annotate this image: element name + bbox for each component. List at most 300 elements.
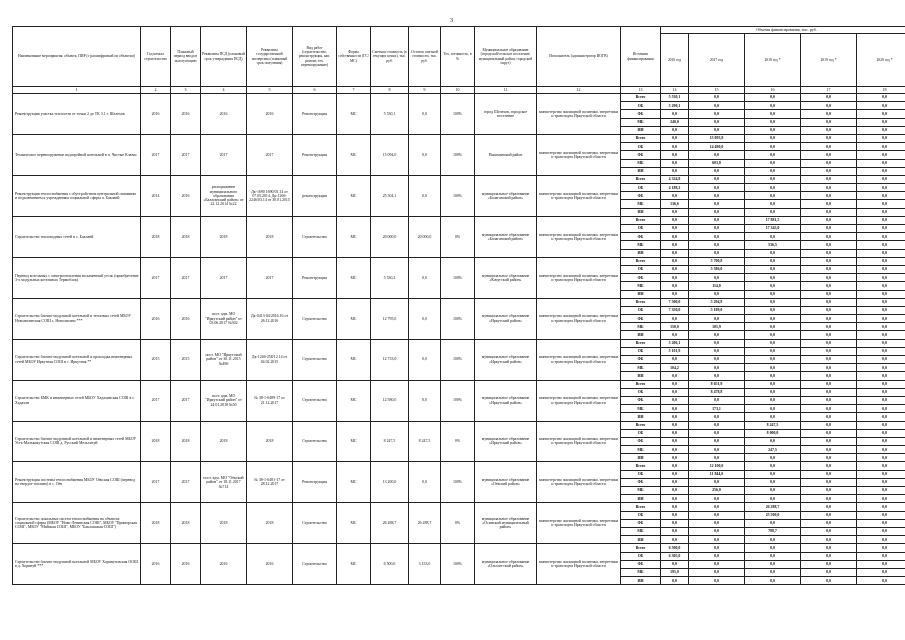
funding-amount: 0,0 — [857, 396, 905, 404]
funding-amount: 0,0 — [857, 290, 905, 298]
executor: министерство жилищной политики, энергетики и транспорта Иркутской области — [537, 94, 621, 135]
executor: министерство жилищной политики, энергетики и транспорта Иркутской области — [537, 503, 621, 544]
funding-amount: 0,0 — [661, 429, 689, 437]
funding-amount: 0,0 — [801, 225, 857, 233]
funding-amount: 0,0 — [661, 241, 689, 249]
funding-amount: 0,0 — [661, 462, 689, 470]
funding-amount: 5 700,8 — [689, 257, 745, 265]
expertise-details: Дк-1690 1690/01.14 от 07.05.2014, Дк-1266-2246/03.14 от 30.01.2015 — [247, 175, 293, 216]
funding-amount: 0,0 — [689, 339, 745, 347]
funding-amount: 0,0 — [801, 437, 857, 445]
funding-amount: 0,0 — [689, 454, 745, 462]
funding-amount: 150,0 — [661, 323, 689, 331]
funding-amount: 0,0 — [689, 274, 745, 282]
funding-source: Всего — [621, 257, 661, 265]
funding-amount: 0,0 — [689, 225, 745, 233]
remaining-cost: 8 247,5 — [409, 421, 441, 462]
funding-amount: 0,0 — [745, 560, 801, 568]
table-row — [13, 298, 905, 306]
work-type: Строительство — [293, 216, 337, 257]
funding-amount: 0,0 — [745, 478, 801, 486]
funding-amount: 0,0 — [801, 323, 857, 331]
funding-source: ФБ — [621, 315, 661, 323]
work-type: реконструкция — [293, 175, 337, 216]
funding-amount: 0,0 — [745, 536, 801, 544]
expertise-details: 2016 — [247, 94, 293, 135]
funding-amount: 0,0 — [689, 372, 745, 380]
header-cell: Плановый период ввода в эксплуатацию — [171, 27, 201, 87]
funding-amount: 0,0 — [689, 167, 745, 175]
funding-amount: 0,0 — [689, 102, 745, 110]
funding-amount: 0,0 — [801, 462, 857, 470]
funding-amount: 5 294,9 — [689, 298, 745, 306]
funding-amount: 17 345,0 — [745, 225, 801, 233]
header-cell: Остаток сметной стоимости, тыс. руб. — [409, 27, 441, 87]
funding-amount: 0,0 — [661, 225, 689, 233]
funding-amount: 0,0 — [661, 282, 689, 290]
tech-readiness: 100% — [441, 544, 475, 585]
funding-amount: 0,0 — [801, 503, 857, 511]
funding-amount: 536,5 — [745, 241, 801, 249]
executor: министерство жилищной политики, энергетики и транспорта Иркутской области — [537, 175, 621, 216]
funding-amount: 0,0 — [661, 527, 689, 535]
funding-source: ОБ — [621, 184, 661, 192]
funding-amount: 0,0 — [857, 134, 905, 142]
funding-amount: 0,0 — [857, 241, 905, 249]
funding-amount: 0,0 — [801, 560, 857, 568]
funding-amount: 26 288,7 — [745, 503, 801, 511]
funding-source: МБ — [621, 446, 661, 454]
funding-amount: 0,0 — [661, 265, 689, 273]
funding-amount: 0,0 — [689, 536, 745, 544]
funding-amount: 0,0 — [689, 527, 745, 535]
funding-amount: 0,0 — [745, 257, 801, 265]
header-cell: Год начала строительства — [141, 27, 171, 87]
funding-source: ИИ — [621, 577, 661, 585]
funding-amount: 136,6 — [661, 200, 689, 208]
table-row — [13, 503, 905, 511]
funding-amount: 0,0 — [745, 167, 801, 175]
funding-amount: 0,0 — [857, 462, 905, 470]
funding-amount: 0,0 — [745, 437, 801, 445]
header-cell: Тех. готовность, в % — [441, 27, 475, 87]
funding-amount: 0,0 — [857, 339, 905, 347]
funding-source: ОБ — [621, 102, 661, 110]
funding-amount: 0,0 — [689, 511, 745, 519]
funding-source: ИИ — [621, 454, 661, 462]
funding-amount: 0,0 — [689, 331, 745, 339]
expertise-details: 2018 — [247, 421, 293, 462]
funding-amount: 0,0 — [857, 126, 905, 134]
funding-source: МБ — [621, 323, 661, 331]
funding-amount: 0,0 — [689, 577, 745, 585]
start-year: 2018 — [141, 216, 171, 257]
object-name: Строительство локальных систем теплоснабжения на объектах социальной сферы (МБОУ "Ново-Ленинская СОШ", МБОУ "Приморская СОШ", МБОУ "Майская СОШ", МБОУ "Баклашская СОШ") — [13, 503, 141, 544]
funding-amount: 0,0 — [745, 94, 801, 102]
ownership-form: МС — [337, 134, 371, 175]
funding-amount: 0,0 — [661, 167, 689, 175]
commission-period: 2017 — [171, 134, 201, 175]
funding-amount: 0,0 — [745, 364, 801, 372]
funding-source: Всего — [621, 462, 661, 470]
funding-amount: 0,0 — [689, 208, 745, 216]
funding-amount: 0,0 — [857, 257, 905, 265]
funding-amount: 0,0 — [661, 437, 689, 445]
funding-source: ИИ — [621, 495, 661, 503]
funding-amount: 0,0 — [689, 495, 745, 503]
funding-amount: 0,0 — [689, 216, 745, 224]
work-type: Реконструкция — [293, 94, 337, 135]
start-year: 2017 — [141, 134, 171, 175]
funding-amount: 7 500,0 — [661, 298, 689, 306]
funding-amount: 0,0 — [689, 437, 745, 445]
psd-details: 2017 — [201, 134, 247, 175]
funding-source: МБ — [621, 200, 661, 208]
funding-source: Всего — [621, 94, 661, 102]
object-name: Строительство блочно-модульной котельной и прокладка инженерных сетей МБОУ Иркутная СОШ в с. Иркутная ** — [13, 339, 141, 380]
funding-source: Всего — [621, 544, 661, 552]
funding-source: ИИ — [621, 536, 661, 544]
funding-source: ОБ — [621, 347, 661, 355]
funding-amount: 0,0 — [857, 208, 905, 216]
funding-amount: 0,0 — [801, 118, 857, 126]
funding-amount: 0,0 — [801, 380, 857, 388]
expertise-details: 2017 — [247, 257, 293, 298]
funding-amount: 4 324,8 — [661, 175, 689, 183]
funding-amount: 240,0 — [661, 118, 689, 126]
estimated-cost: 13 200,0 — [371, 462, 409, 503]
object-name: Строительство блочно-модульной котельной и инженерных сетей МБОУ Усть-Малышкутская СОШ д. Русский Мельхитуй — [13, 421, 141, 462]
funding-amount: 0,0 — [745, 290, 801, 298]
funding-amount: 0,0 — [857, 306, 905, 314]
executor: министерство жилищной политики, энергетики и транспорта Иркутской области — [537, 421, 621, 462]
funding-source: МБ — [621, 568, 661, 576]
funding-amount: 0,0 — [857, 265, 905, 273]
funding-amount: 0,0 — [801, 233, 857, 241]
funding-amount: 0,0 — [689, 315, 745, 323]
funding-amount: 0,0 — [857, 577, 905, 585]
funding-source: ФБ — [621, 151, 661, 159]
column-number: 18 — [857, 87, 905, 94]
funding-amount: 0,0 — [857, 405, 905, 413]
funding-amount: 0,0 — [857, 527, 905, 535]
municipality: муниципальное образование «Ольхон-ский район» — [475, 544, 537, 585]
work-type: Реконструкция — [293, 462, 337, 503]
funding-amount: 0,0 — [857, 380, 905, 388]
funding-amount: 0,0 — [689, 568, 745, 576]
funding-amount: 0,0 — [801, 454, 857, 462]
column-number: 8 — [371, 87, 409, 94]
funding-amount: 0,0 — [661, 290, 689, 298]
municipality: город Шелехов, городское поселение — [475, 94, 537, 135]
funding-amount: 5 290,1 — [661, 102, 689, 110]
funding-amount: 0,0 — [661, 470, 689, 478]
remaining-cost: 3 153,0 — [409, 544, 441, 585]
funding-source: ФБ — [621, 519, 661, 527]
funding-amount: 0,0 — [661, 274, 689, 282]
column-number: 15 — [689, 87, 745, 94]
object-name: Реконструкция теплоснабжения с обустройством центральной скважины и подключением к учреждениям социальной сферы п. Бакланй — [13, 175, 141, 216]
estimated-cost: 12 795,0 — [371, 298, 409, 339]
funding-amount: 0,0 — [689, 290, 745, 298]
funding-amount: 0,0 — [857, 356, 905, 364]
work-type: Строительство — [293, 503, 337, 544]
funding-amount: 0,0 — [857, 249, 905, 257]
executor: министерство жилищной политики, энергетики и транспорта Иркутской области — [537, 216, 621, 257]
funding-amount: 0,0 — [689, 560, 745, 568]
funding-amount: 0,0 — [857, 200, 905, 208]
tech-readiness: 0% — [441, 503, 475, 544]
funding-amount: 0,0 — [745, 396, 801, 404]
header-cell: Сметная стоимость (в текущих ценах), тыс. руб. — [371, 27, 409, 87]
table-row — [13, 134, 905, 142]
funding-amount: 14 490,0 — [689, 143, 745, 151]
funding-amount: 0,0 — [801, 478, 857, 486]
funding-amount: 0,0 — [801, 257, 857, 265]
funding-amount: 0,0 — [801, 544, 857, 552]
tech-readiness: 100% — [441, 380, 475, 421]
remaining-cost: 0,0 — [409, 380, 441, 421]
funding-source: ОБ — [621, 306, 661, 314]
funding-source: МБ — [621, 364, 661, 372]
funding-amount: 0,0 — [801, 519, 857, 527]
funding-amount: 0,0 — [661, 356, 689, 364]
funding-amount: 8 000,0 — [745, 429, 801, 437]
funding-amount: 0,0 — [745, 454, 801, 462]
funding-amount: 0,0 — [745, 495, 801, 503]
header-cell: Муниципальное образование (городской/сельское поселение, муниципальный район, городской округ) — [475, 27, 537, 87]
funding-amount: 0,0 — [857, 167, 905, 175]
funding-amount: 0,0 — [801, 487, 857, 495]
funding-amount: 0,0 — [745, 126, 801, 134]
table-row — [13, 380, 905, 388]
table-row — [13, 94, 905, 102]
funding-source: Всего — [621, 339, 661, 347]
funding-amount: 0,0 — [745, 356, 801, 364]
header-cell: 2016 год — [661, 34, 689, 87]
funding-amount: 5 586,0 — [689, 265, 745, 273]
estimated-cost: 26 288,7 — [371, 503, 409, 544]
funding-amount: 0,0 — [661, 159, 689, 167]
funding-amount: 0,0 — [689, 151, 745, 159]
funding-amount: 0,0 — [661, 151, 689, 159]
funding-amount: 0,0 — [689, 519, 745, 527]
psd-details: пост. адм. МО "Иркутский район" от 24.01.2018 №50 — [201, 380, 247, 421]
municipality: муниципальное образование «Оёкский район» — [475, 462, 537, 503]
municipality: Пышминский район — [475, 134, 537, 175]
funding-amount: 0,0 — [801, 151, 857, 159]
funding-source: ОБ — [621, 225, 661, 233]
funding-amount: 17 881,5 — [745, 216, 801, 224]
funding-amount: 0,0 — [857, 470, 905, 478]
psd-details: 2016 — [201, 544, 247, 585]
funding-amount: 0,0 — [745, 274, 801, 282]
column-number: 13 — [621, 87, 661, 94]
commission-period: 2015 — [171, 339, 201, 380]
tech-readiness: 100% — [441, 462, 475, 503]
header-cell: Реквизиты ПСД (плановый срок утверждения ПСД) — [201, 27, 247, 87]
tech-readiness: 0% — [441, 216, 475, 257]
funding-amount: 0,0 — [857, 282, 905, 290]
header-cell: Источник финансирования — [621, 27, 661, 87]
remaining-cost: 0,0 — [409, 257, 441, 298]
funding-amount: 0,0 — [661, 110, 689, 118]
funding-source: ФБ — [621, 560, 661, 568]
funding-amount: 0,0 — [745, 192, 801, 200]
funding-amount: 0,0 — [857, 421, 905, 429]
estimated-cost: 12 733,0 — [371, 339, 409, 380]
funding-amount: 0,0 — [689, 118, 745, 126]
header-cell: 2018 год * — [745, 34, 801, 87]
psd-details: пост. МО "Иркутский район" от 30.11.2015 №496 — [201, 339, 247, 380]
funding-amount: 0,0 — [801, 405, 857, 413]
funding-amount: 0,0 — [857, 568, 905, 576]
remaining-cost: 26 288,7 — [409, 503, 441, 544]
funding-amount: 0,0 — [745, 331, 801, 339]
funding-amount: 0,0 — [661, 503, 689, 511]
funding-amount: 0,0 — [801, 290, 857, 298]
funding-amount: 0,0 — [745, 347, 801, 355]
funding-amount: 0,0 — [661, 143, 689, 151]
expertise-details: 2018 — [247, 503, 293, 544]
funding-amount: 0,0 — [661, 249, 689, 257]
funding-amount: 0,0 — [857, 413, 905, 421]
funding-amount: 5 206,1 — [661, 339, 689, 347]
funding-amount: 0,0 — [661, 405, 689, 413]
funding-source: МБ — [621, 118, 661, 126]
funding-source: ОБ — [621, 429, 661, 437]
funding-amount: 0,0 — [661, 233, 689, 241]
tech-readiness: 100% — [441, 175, 475, 216]
object-name: Техническое перевооружение водогрейной котельной в п. Чистые Ключи — [13, 134, 141, 175]
funding-amount: 173,1 — [689, 405, 745, 413]
funding-amount: 0,0 — [745, 282, 801, 290]
funding-amount: 0,0 — [745, 175, 801, 183]
funding-amount: 0,0 — [661, 421, 689, 429]
funding-amount: 0,0 — [745, 315, 801, 323]
header-cell: 2017 год — [689, 34, 745, 87]
funding-amount: 0,0 — [689, 396, 745, 404]
work-type: Реконструкция — [293, 257, 337, 298]
funding-amount: 0,0 — [661, 315, 689, 323]
funding-source: МБ — [621, 487, 661, 495]
funding-source: ИИ — [621, 249, 661, 257]
estimated-cost: 25 304,1 — [371, 175, 409, 216]
funding-amount: 0,0 — [745, 200, 801, 208]
funding-amount: 0,0 — [857, 323, 905, 331]
column-number: 14 — [661, 87, 689, 94]
funding-amount: 0,0 — [857, 446, 905, 454]
funding-amount: 0,0 — [801, 175, 857, 183]
funding-amount: 0,0 — [857, 503, 905, 511]
funding-amount: 0,0 — [857, 519, 905, 527]
funding-amount: 247,5 — [745, 446, 801, 454]
funding-source: ФБ — [621, 478, 661, 486]
municipality: муниципальное образование «Иркутский район» — [475, 421, 537, 462]
funding-source: ФБ — [621, 396, 661, 404]
column-number-row — [13, 87, 905, 94]
funding-amount: 0,0 — [745, 405, 801, 413]
column-number: 10 — [441, 87, 475, 94]
psd-details: 2016 — [201, 94, 247, 135]
funding-amount: 0,0 — [857, 454, 905, 462]
funding-amount: 114,8 — [689, 282, 745, 290]
funding-amount: 0,0 — [661, 511, 689, 519]
funding-amount: 0,0 — [745, 462, 801, 470]
funding-amount: 0,0 — [801, 159, 857, 167]
commission-period: 2016 — [171, 298, 201, 339]
funding-amount: 0,0 — [689, 110, 745, 118]
funding-amount: 0,0 — [661, 257, 689, 265]
funding-amount: 0,0 — [689, 241, 745, 249]
funding-amount: 0,0 — [661, 372, 689, 380]
funding-amount: 0,0 — [857, 544, 905, 552]
funding-source: ОБ — [621, 265, 661, 273]
funding-amount: 0,0 — [801, 306, 857, 314]
column-number: 6 — [293, 87, 337, 94]
funding-amount: 0,0 — [857, 437, 905, 445]
funding-amount: 0,0 — [689, 478, 745, 486]
psd-details: 2017 — [201, 257, 247, 298]
funding-source: ИИ — [621, 126, 661, 134]
funding-amount: 0,0 — [857, 274, 905, 282]
commission-period: 2016 — [171, 544, 201, 585]
funding-amount: 0,0 — [801, 364, 857, 372]
funding-amount: 0,0 — [689, 347, 745, 355]
funding-source: ИИ — [621, 208, 661, 216]
funding-source: ФБ — [621, 110, 661, 118]
funding-amount: 8 478,8 — [689, 388, 745, 396]
funding-amount: 0,0 — [801, 298, 857, 306]
funding-amount: 0,0 — [689, 233, 745, 241]
tech-readiness: 100% — [441, 257, 475, 298]
funding-amount: 15 093,8 — [689, 134, 745, 142]
commission-period: 2016 — [171, 94, 201, 135]
funding-amount: 0,0 — [857, 536, 905, 544]
municipality: муниципальное образование «Балаганский район» — [475, 175, 537, 216]
funding-amount: 0,0 — [857, 102, 905, 110]
tech-readiness: 0% — [441, 421, 475, 462]
funding-amount: 0,0 — [745, 323, 801, 331]
header-cell: Наименование мероприятия, объекта, ПИР (с расшифровкой по объектам) — [13, 27, 141, 87]
table-row — [13, 421, 905, 429]
ownership-form: МС — [337, 503, 371, 544]
expertise-details: № 38-1-0489-17 от 21.12.2017 — [247, 380, 293, 421]
funding-amount: 0,0 — [801, 216, 857, 224]
funding-amount: 0,0 — [801, 413, 857, 421]
work-type: Строительство — [293, 380, 337, 421]
funding-amount: 0,0 — [745, 470, 801, 478]
funding-amount: 0,0 — [745, 339, 801, 347]
funding-source: МБ — [621, 405, 661, 413]
funding-amount: 0,0 — [745, 568, 801, 576]
funding-amount: 0,0 — [689, 249, 745, 257]
table-row — [13, 216, 905, 224]
header-cell: 2019 год * — [801, 34, 857, 87]
object-name: Реконструкция участка теплосети от точки 2 до ТК 3.1 г. Шелехов — [13, 94, 141, 135]
financing-group-header: Объемы финансирования, тыс. руб. — [661, 27, 905, 34]
column-number: 5 — [247, 87, 293, 94]
funding-amount: 0,0 — [857, 216, 905, 224]
funding-amount: 5 189,0 — [689, 306, 745, 314]
funding-amount: 0,0 — [801, 470, 857, 478]
header-cell: Реквизиты государственной экспертизы (плановый срок получения) — [247, 27, 293, 87]
municipality: муниципальное образование «Иркутский район» — [475, 380, 537, 421]
start-year: 2016 — [141, 94, 171, 135]
funding-amount: 0,0 — [745, 208, 801, 216]
ownership-form: МС — [337, 94, 371, 135]
executor: министерство жилищной политики, энергетики и транспорта Иркутской области — [537, 134, 621, 175]
